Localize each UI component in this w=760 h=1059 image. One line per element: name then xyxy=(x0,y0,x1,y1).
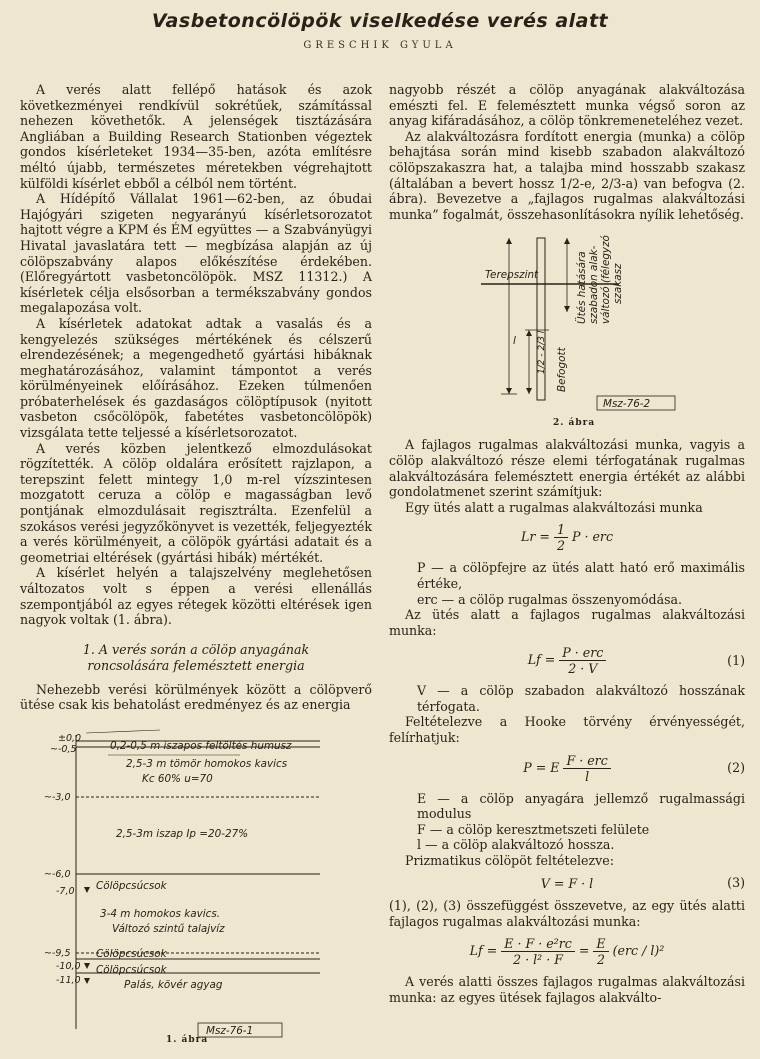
paragraph-continued: nagyobb részét a cölöp anyagának alakváltozása emészti fel. E felemésztett munka végső soron az anyag kifáradásához, a cölöp tönkremeneteléhez vezet. xyxy=(389,82,745,129)
eq1-fraction xyxy=(559,645,606,676)
eq4-fraction-2 xyxy=(593,936,608,967)
section-title-line-2: roncsolására felemésztett energia xyxy=(87,657,305,673)
eq2-num: F · erc xyxy=(563,753,610,769)
rotated-label-1: Ütés hatására xyxy=(576,251,588,325)
eq3-number: (3) xyxy=(727,875,745,891)
layer-label: 2,5-3m iszap Ip =20-27% xyxy=(116,827,249,840)
paragraph-specific-work: A fajlagos rugalmas alakváltozási munka, vagyis a cölöp alakváltozó része elemi térfogatának rugalmas alakváltozására felemésztett energia értékét az alábbi gondolatmenet szerint számítjuk: xyxy=(389,437,745,500)
top-mark xyxy=(86,730,160,733)
eq4-equals: = xyxy=(578,943,590,959)
level-label: ~-6,0 xyxy=(44,868,71,880)
section-paragraph: Nehezebb verési körülmények között a cölöpverő ütése csak kis behatolást eredményez és az energia xyxy=(20,681,372,713)
level-label: ±0,0 xyxy=(58,732,82,744)
terrain-label: Terepszint xyxy=(485,269,539,282)
definition-F: F — a cölöp keresztmetszeti felülete xyxy=(417,821,650,837)
paragraph-energy: Az alakváltozásra fordított energia (munka) a cölöp behajtása során mind kisebb szabadon alakváltozó cölöpszakaszra hat, a talajba mind hosszabb szakasz (általában a bevert hossz 1/2-e, 2/3-a) van befogva (2. ábra). Bevezetve a „fajlagos rugalmas alakváltozási munka” fogalmát, összehasonlításokra nyílik lehetőség. xyxy=(389,128,745,222)
paragraph-2: A Hídépítő Vállalat 1961—62-ben, az óbudai Hajógyári szigeten negyarányú kísérletsorozatot hajtott végre a KPM és ÉM együttes — a Szabványügyi Hivatal javaslatára tett — megbízása alapján az új cölöpszabvány alapos előkészítése érdekében. (Előregyártott vasbetoncölöpök. MSZ 11312.) A kísérletek célja elsősorban a termékszabvány gondos megalapozása volt. xyxy=(20,191,372,316)
paragraph-3: A kísérletek adatokat adtak a vasalás és a kengyelezés szükséges mértékének és célszerű elrendezésének; a megengedhető gyártási hibáknak meghatározásához, valamint támpontot a verés körülményeinek előírásához. Ezeken túlmenően próbaterhelések és gazdaságos cölöptípusok (nyitott vasbeton csőcölöpök, fabetétes vasbetoncölöpök) vizsgálata tette teljessé a kísérletsorozatot. xyxy=(20,315,372,441)
definition-E: E — a cölöp anyagára jellemző rugalmassági modulus xyxy=(417,790,745,822)
paragraph-hooke: Feltételezve a Hooke törvény érvényességét, felírhatjuk: xyxy=(389,714,745,746)
figure-2-pile-diagram xyxy=(389,224,745,429)
eq4-lhs: Lf = xyxy=(469,943,498,959)
level-label: -11,0 xyxy=(56,974,81,986)
stamp-label: Msz-76-1 xyxy=(206,1024,254,1037)
eq0-lhs: Lr = xyxy=(520,529,550,545)
paragraph-one-blow: Egy ütés alatt a rugalmas alakváltozási munka xyxy=(405,499,703,515)
paragraph-prismatic: Prizmatikus cölöpöt feltételezve: xyxy=(405,853,614,869)
section-title xyxy=(20,642,372,674)
eq0-num: 1 xyxy=(554,522,568,538)
equation-1 xyxy=(389,645,745,676)
level-label: -10,0 xyxy=(56,960,81,972)
pile-tips-label: Cölöpcsúcsok xyxy=(96,963,167,976)
layer-label: 0,2-0,5 m iszapos feltöltés humusz xyxy=(110,739,292,752)
definition-l: l — a cölöp alakváltozó hossza. xyxy=(417,837,615,853)
level-label: ~-0,5 xyxy=(50,743,77,755)
pile-tip-icon xyxy=(84,978,90,984)
equation-0 xyxy=(389,522,745,553)
paragraph-1: A verés alatt fellépő hatások és azok következményei rendkívül sokrétűek, számítással nehezen követhetők. A jelenségek tisztázására Angliában a Building Research Stationben végeztek gondos kísérleteket 1934—35-ben, azóta említésre méltó újabb, természetes méretekben végrehajtott külföldi kísérlet ebből a célból nem történt. xyxy=(20,82,372,191)
pile-tips-label: Cölöpcsúcsok xyxy=(96,879,167,892)
eq4-den2: 2 xyxy=(597,952,606,968)
eq4-num2: E xyxy=(593,936,608,952)
stamp-label: Msz-76-2 xyxy=(603,398,651,411)
equation-4 xyxy=(389,936,745,967)
rotated-label-3: változó (félegyzó xyxy=(600,235,612,325)
eq0-fraction xyxy=(554,522,568,553)
eq1-num: P · erc xyxy=(559,645,606,661)
eq0-rhs: P · erc xyxy=(571,529,613,545)
arrow-icon xyxy=(564,306,570,312)
paragraph-specific-under: Az ütés alatt a fajlagos rugalmas alakváltozási munka: xyxy=(389,607,745,638)
arrow-icon xyxy=(526,330,532,336)
left-column xyxy=(20,82,372,1045)
eq4-den: 2 · l² · F xyxy=(513,952,563,968)
figure-2-lines xyxy=(389,224,745,429)
paragraph-combine: (1), (2), (3) összefüggést összevetve, az egy ütés alatti fajlagos rugalmas alakváltozási munka: xyxy=(389,898,745,929)
pile-tip-icon xyxy=(84,887,90,893)
eq0-den: 2 xyxy=(556,538,565,554)
section-title-line-1: 1. A verés során a cölöp anyagának xyxy=(82,641,310,657)
eq2-number: (2) xyxy=(727,760,745,776)
pile-tip-icon xyxy=(84,963,90,969)
equation-2 xyxy=(389,753,745,784)
paragraph-5: A kísérlet helyén a talajszelvény meglehetősen változatos volt s éppen a verési ellenállás szempontjából az egyes rétegek közötti eltérések igen nagyok voltak (1. ábra). xyxy=(20,565,372,628)
fraction-label: 1/2 - 2/3 l xyxy=(537,331,547,375)
eq1-number: (1) xyxy=(727,652,745,668)
pile-tip-symbols xyxy=(84,887,90,984)
eq2-fraction xyxy=(563,753,610,784)
layer-label: Kc 60% u=70 xyxy=(142,772,213,785)
arrow-icon xyxy=(506,238,512,244)
pile-shape xyxy=(537,238,545,400)
pile-tips-label: Cölöpcsúcsok xyxy=(96,947,167,960)
layer-label: 3-4 m homokos kavics. xyxy=(100,907,221,920)
length-label: l xyxy=(513,335,516,348)
figure-1-soil-profile xyxy=(20,727,372,1045)
eq4-tail: (erc / l)² xyxy=(612,943,665,959)
eq2-den: l xyxy=(585,768,590,784)
layer-label: 2,5-3 m tömör homokos kavics xyxy=(126,757,288,770)
level-label: ~-9,5 xyxy=(44,947,71,959)
eq3-text: V = F · l xyxy=(540,875,594,891)
paragraph-4: A verés közben jelentkező elmozdulásokat rögzítették. A cölöp oldalára erősített rajzlapon, a terepszint felett mintegy 1,0 m-rel vízszintesen mozgatott ceruza a cölöp e magasságban levő pontjának elmozdulásait regisztrálta. Ezenfelül a szokásos verési jegyzőkönyvet is vezették, feljegyezték a verés körülményeit, a cölöpök gyártási adatait és a geometriai eltérések (gyártási hibák) mértékét. xyxy=(20,440,372,565)
definition-P: P — a cölöpfejre az ütés alatt ható erő maximális értéke, xyxy=(417,560,745,591)
arrow-icon xyxy=(526,388,532,394)
eq1-den: 2 · V xyxy=(568,661,598,677)
article-title: Vasbetoncölöpök viselkedése verés alatt xyxy=(151,10,609,32)
layer-label: Palás, kövér agyag xyxy=(124,978,223,991)
right-column xyxy=(389,82,745,1006)
definition-V: V — a cölöp szabadon alakváltozó hosszának térfogata. xyxy=(417,683,745,714)
rotated-label-2: szabadon alak- xyxy=(588,245,600,325)
figure-2-caption: 2. ábra xyxy=(553,418,596,429)
level-label: ~-3,0 xyxy=(44,791,71,803)
arrow-icon xyxy=(564,238,570,244)
level-label: -7,0 xyxy=(56,885,75,897)
eq4-fraction-1 xyxy=(501,936,575,967)
definition-erc: erc — a cölöp rugalmas összenyomódása. xyxy=(417,591,683,607)
layer-label: Változó szintű talajvíz xyxy=(112,922,225,935)
figure-1-caption: 1. ábra xyxy=(166,1034,209,1045)
rotated-label-4: szakasz xyxy=(612,263,624,305)
arrow-icon xyxy=(506,388,512,394)
eq4-num: E · F · e²rc xyxy=(501,936,575,952)
eq1-lhs: Lf = xyxy=(527,652,556,668)
equation-3 xyxy=(389,876,745,892)
paragraph-last: A verés alatti összes fajlagos rugalmas alakváltozási munka: az egyes ütések fajlagos alakválto- xyxy=(389,974,745,1005)
fixed-label: Befogott xyxy=(556,347,568,393)
eq2-lhs: P = E xyxy=(523,759,560,775)
author-name: GRESCHIK GYULA xyxy=(303,40,457,51)
